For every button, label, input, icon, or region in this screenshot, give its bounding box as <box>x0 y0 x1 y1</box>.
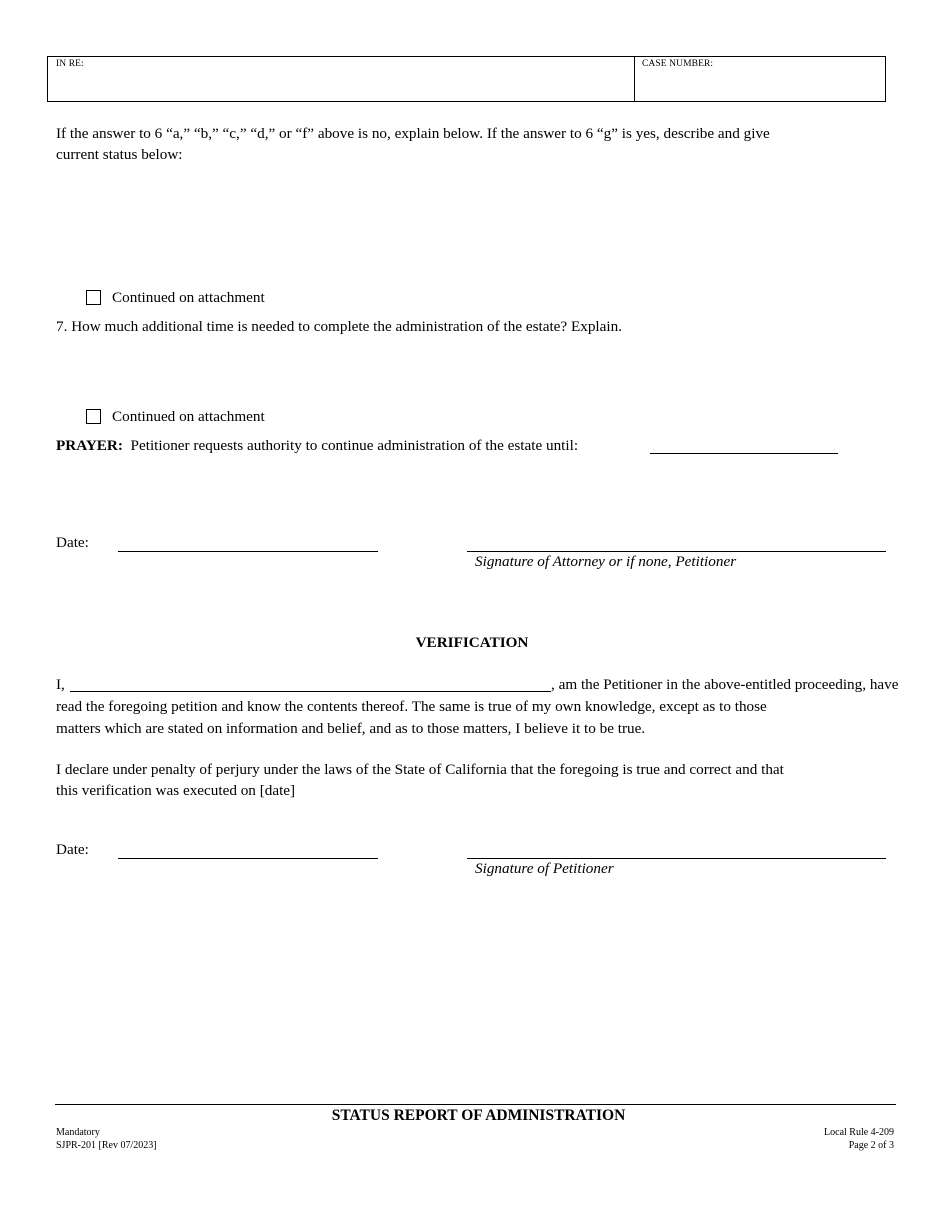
section6-line1: If the answer to 6 “a,” “b,” “c,” “d,” or “f” above is no, explain below. If the answer to 6 “g” is yes, describe and give <box>56 125 770 142</box>
case-header-box <box>47 56 886 102</box>
footer-rule <box>55 1104 896 1105</box>
verification-line3: matters which are stated on information and belief, and as to those matters, I believe it to be true. <box>56 720 646 737</box>
declaration-paragraph <box>56 759 784 801</box>
date-label-2: Date: <box>56 841 89 858</box>
footer-local-rule: Local Rule 4-209 <box>824 1127 894 1138</box>
footer-page-number: Page 2 of 3 <box>848 1140 894 1151</box>
date-field-2[interactable] <box>118 858 378 859</box>
verification-paragraph <box>56 674 899 739</box>
verification-prefix: I, <box>56 676 65 693</box>
declaration-line1: I declare under penalty of perjury under the laws of the State of California that the foregoing is true and correct and that <box>56 761 784 778</box>
section6-explanation <box>56 123 770 165</box>
petitioner-name-field[interactable] <box>70 691 551 692</box>
section7-continued-checkbox[interactable] <box>86 409 101 424</box>
section6-line2: current status below: <box>56 146 183 163</box>
prayer-paragraph <box>56 435 578 456</box>
attorney-signature-field[interactable] <box>467 551 886 552</box>
date-field-1[interactable] <box>118 551 378 552</box>
prayer-date-field[interactable] <box>650 453 838 454</box>
section6-continued-label: Continued on attachment <box>112 289 265 306</box>
declaration-line2: this verification was executed on [date] <box>56 782 296 799</box>
verification-line1-suffix: , am the Petitioner in the above-entitled proceeding, have <box>551 676 899 693</box>
footer-mandatory: Mandatory <box>56 1127 100 1138</box>
section6-continued-checkbox[interactable] <box>86 290 101 305</box>
verification-line2: read the foregoing petition and know the contents thereof. The same is true of my own knowledge, except as to those <box>56 698 767 715</box>
attorney-signature-label: Signature of Attorney or if none, Petitioner <box>475 553 737 570</box>
prayer-text: Petitioner requests authority to continue administration of the estate until: <box>130 437 579 454</box>
date-label-1: Date: <box>56 534 89 551</box>
footer-title: STATUS REPORT OF ADMINISTRATION <box>331 1107 626 1124</box>
in-re-label: IN RE: <box>56 59 84 69</box>
case-number-label: CASE NUMBER: <box>642 59 714 69</box>
header-divider <box>634 57 635 101</box>
section7-continued-label: Continued on attachment <box>112 408 265 425</box>
verification-title: VERIFICATION <box>415 634 529 651</box>
prayer-label: PRAYER: <box>56 437 123 454</box>
footer-left <box>56 1126 157 1152</box>
footer-right <box>824 1126 894 1152</box>
footer-form-number: SJPR-201 [Rev 07/2023] <box>56 1140 157 1151</box>
petitioner-signature-field[interactable] <box>467 858 886 859</box>
petitioner-signature-label: Signature of Petitioner <box>475 860 614 877</box>
section7-question: 7. How much additional time is needed to complete the administration of the estate? Explain. <box>56 318 623 335</box>
